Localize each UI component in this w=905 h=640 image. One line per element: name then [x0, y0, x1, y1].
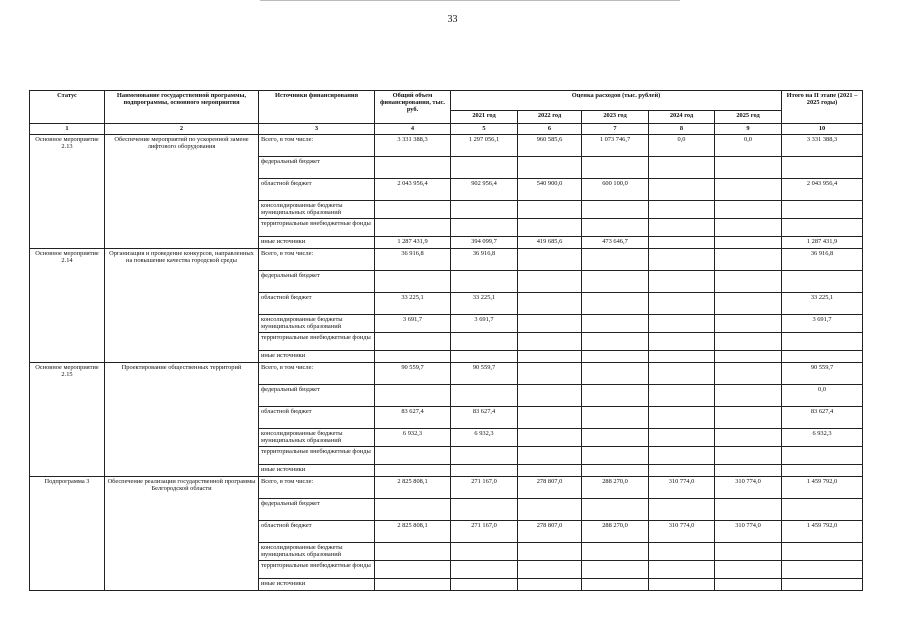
- value-cell: [649, 543, 715, 561]
- column-number: 2: [105, 124, 259, 135]
- status-cell: Подпрограмма 3: [30, 477, 105, 591]
- value-cell: [715, 407, 782, 429]
- value-cell: 3 691,7: [782, 315, 863, 333]
- value-cell: [375, 543, 451, 561]
- value-cell: 33 225,1: [782, 293, 863, 315]
- value-cell: 3 331 388,3: [375, 135, 451, 157]
- column-number-row: [30, 124, 863, 135]
- value-cell: [582, 543, 649, 561]
- value-cell: [649, 315, 715, 333]
- value-cell: [649, 429, 715, 447]
- value-cell: [582, 385, 649, 407]
- value-cell: 310 774,0: [649, 477, 715, 499]
- value-cell: [582, 271, 649, 293]
- value-cell: [518, 465, 582, 477]
- header-total: Общий объем финансирования, тыс. руб.: [375, 91, 451, 124]
- value-cell: [715, 333, 782, 351]
- value-cell: [375, 219, 451, 237]
- value-cell: 600 100,0: [582, 179, 649, 201]
- source-cell: Всего, в том числе:: [259, 363, 375, 385]
- value-cell: [518, 499, 582, 521]
- value-cell: [375, 465, 451, 477]
- value-cell: [582, 407, 649, 429]
- value-cell: [649, 157, 715, 179]
- source-cell: иные источники: [259, 579, 375, 591]
- value-cell: [518, 333, 582, 351]
- source-cell: областной бюджет: [259, 407, 375, 429]
- value-cell: 310 774,0: [715, 477, 782, 499]
- header-final: Итого на II этапе (2021 – 2025 годы): [782, 91, 863, 124]
- value-cell: 1 287 431,9: [375, 237, 451, 249]
- value-cell: [715, 249, 782, 271]
- value-cell: [518, 579, 582, 591]
- value-cell: [715, 293, 782, 315]
- source-cell: иные источники: [259, 465, 375, 477]
- header-year: 2023 год: [582, 111, 649, 124]
- value-cell: [649, 385, 715, 407]
- value-cell: [782, 351, 863, 363]
- value-cell: [582, 201, 649, 219]
- value-cell: [582, 561, 649, 579]
- value-cell: 540 900,0: [518, 179, 582, 201]
- value-cell: 90 559,7: [782, 363, 863, 385]
- name-cell: Организация и проведение конкурсов, направленных на повышение качества городской среды: [105, 249, 259, 363]
- value-cell: [451, 579, 518, 591]
- value-cell: [375, 351, 451, 363]
- value-cell: [649, 579, 715, 591]
- value-cell: [375, 499, 451, 521]
- source-cell: территориальные внебюджетные фонды: [259, 447, 375, 465]
- value-cell: [451, 351, 518, 363]
- value-cell: 83 627,4: [782, 407, 863, 429]
- value-cell: 3 691,7: [375, 315, 451, 333]
- value-cell: 33 225,1: [451, 293, 518, 315]
- value-cell: 419 685,6: [518, 237, 582, 249]
- value-cell: [375, 201, 451, 219]
- value-cell: [518, 385, 582, 407]
- value-cell: [649, 351, 715, 363]
- value-cell: [715, 447, 782, 465]
- status-cell: Основное мероприятие 2.14: [30, 249, 105, 363]
- status-cell: Основное мероприятие 2.15: [30, 363, 105, 477]
- name-cell: Обеспечение мероприятий по ускоренной замене лифтового оборудования: [105, 135, 259, 249]
- value-cell: [715, 201, 782, 219]
- value-cell: 310 774,0: [715, 521, 782, 543]
- value-cell: [649, 333, 715, 351]
- value-cell: [582, 579, 649, 591]
- source-cell: областной бюджет: [259, 293, 375, 315]
- source-cell: федеральный бюджет: [259, 499, 375, 521]
- value-cell: [649, 363, 715, 385]
- value-cell: [582, 219, 649, 237]
- value-cell: [582, 447, 649, 465]
- status-cell: Основное мероприятие 2.13: [30, 135, 105, 249]
- value-cell: 6 932,3: [451, 429, 518, 447]
- header-year: 2025 год: [715, 111, 782, 124]
- value-cell: [375, 271, 451, 293]
- value-cell: 3 331 388,3: [782, 135, 863, 157]
- value-cell: [715, 179, 782, 201]
- value-cell: [518, 315, 582, 333]
- value-cell: [375, 157, 451, 179]
- table-body: [30, 135, 863, 591]
- column-number: 10: [782, 124, 863, 135]
- value-cell: [649, 249, 715, 271]
- value-cell: [582, 465, 649, 477]
- value-cell: [649, 293, 715, 315]
- value-cell: [451, 385, 518, 407]
- value-cell: [649, 465, 715, 477]
- value-cell: [715, 237, 782, 249]
- header-name: Наименование государственной программы, подпрограммы, основного мероприятия: [105, 91, 259, 124]
- value-cell: 960 585,6: [518, 135, 582, 157]
- value-cell: 310 774,0: [649, 521, 715, 543]
- value-cell: [782, 465, 863, 477]
- value-cell: [715, 363, 782, 385]
- value-cell: 2 825 808,1: [375, 521, 451, 543]
- value-cell: 36 916,8: [451, 249, 518, 271]
- value-cell: 1 459 792,0: [782, 477, 863, 499]
- value-cell: [782, 271, 863, 293]
- value-cell: [518, 271, 582, 293]
- source-cell: Всего, в том числе:: [259, 135, 375, 157]
- value-cell: [451, 447, 518, 465]
- value-cell: 278 807,0: [518, 521, 582, 543]
- value-cell: [582, 363, 649, 385]
- value-cell: [782, 543, 863, 561]
- value-cell: 3 691,7: [451, 315, 518, 333]
- value-cell: [649, 499, 715, 521]
- source-cell: федеральный бюджет: [259, 385, 375, 407]
- value-cell: [649, 201, 715, 219]
- value-cell: [451, 465, 518, 477]
- value-cell: 1 287 431,9: [782, 237, 863, 249]
- value-cell: 0,0: [649, 135, 715, 157]
- value-cell: [518, 363, 582, 385]
- top-rule: [260, 0, 680, 1]
- value-cell: [649, 237, 715, 249]
- value-cell: [375, 561, 451, 579]
- value-cell: [715, 351, 782, 363]
- value-cell: [649, 407, 715, 429]
- column-number: 6: [518, 124, 582, 135]
- value-cell: [582, 429, 649, 447]
- value-cell: 288 270,0: [582, 521, 649, 543]
- value-cell: 36 916,8: [375, 249, 451, 271]
- header-year: 2022 год: [518, 111, 582, 124]
- value-cell: 33 225,1: [375, 293, 451, 315]
- value-cell: [451, 333, 518, 351]
- value-cell: 473 646,7: [582, 237, 649, 249]
- value-cell: [715, 271, 782, 293]
- value-cell: [582, 157, 649, 179]
- value-cell: [782, 561, 863, 579]
- value-cell: [782, 499, 863, 521]
- value-cell: [518, 351, 582, 363]
- value-cell: [782, 447, 863, 465]
- column-number: 7: [582, 124, 649, 135]
- header-estimate: Оценка расходов (тыс. рублей): [451, 91, 782, 111]
- budget-table: [29, 90, 863, 591]
- value-cell: [375, 385, 451, 407]
- value-cell: [375, 579, 451, 591]
- value-cell: 6 932,3: [375, 429, 451, 447]
- value-cell: [451, 543, 518, 561]
- name-cell: Обеспечение реализации государственной программы Белгородской области: [105, 477, 259, 591]
- source-cell: областной бюджет: [259, 521, 375, 543]
- value-cell: [518, 543, 582, 561]
- value-cell: 1 459 792,0: [782, 521, 863, 543]
- value-cell: [518, 293, 582, 315]
- value-cell: [518, 561, 582, 579]
- source-cell: консолидированные бюджеты муниципальных образований: [259, 429, 375, 447]
- value-cell: [451, 561, 518, 579]
- value-cell: [782, 579, 863, 591]
- value-cell: 83 627,4: [451, 407, 518, 429]
- value-cell: [782, 157, 863, 179]
- value-cell: [582, 293, 649, 315]
- value-cell: 2 043 956,4: [782, 179, 863, 201]
- page-number: 33: [447, 14, 458, 25]
- value-cell: 90 559,7: [451, 363, 518, 385]
- value-cell: [518, 219, 582, 237]
- header-year: 2024 год: [649, 111, 715, 124]
- value-cell: 36 916,8: [782, 249, 863, 271]
- value-cell: [582, 499, 649, 521]
- source-cell: областной бюджет: [259, 179, 375, 201]
- value-cell: 271 167,0: [451, 477, 518, 499]
- value-cell: [518, 407, 582, 429]
- value-cell: 278 807,0: [518, 477, 582, 499]
- value-cell: 6 932,3: [782, 429, 863, 447]
- value-cell: [715, 385, 782, 407]
- source-cell: Всего, в том числе:: [259, 249, 375, 271]
- column-number: 4: [375, 124, 451, 135]
- column-number: 9: [715, 124, 782, 135]
- value-cell: [518, 157, 582, 179]
- value-cell: [582, 351, 649, 363]
- column-number: 5: [451, 124, 518, 135]
- value-cell: [451, 271, 518, 293]
- source-cell: территориальные внебюджетные фонды: [259, 219, 375, 237]
- value-cell: [782, 201, 863, 219]
- column-number: 8: [649, 124, 715, 135]
- table-row: [30, 363, 863, 385]
- value-cell: 2 043 956,4: [375, 179, 451, 201]
- value-cell: [649, 271, 715, 293]
- source-cell: федеральный бюджет: [259, 157, 375, 179]
- value-cell: [582, 333, 649, 351]
- source-cell: консолидированные бюджеты муниципальных образований: [259, 201, 375, 219]
- value-cell: [715, 429, 782, 447]
- table-row: [30, 249, 863, 271]
- value-cell: [715, 219, 782, 237]
- value-cell: [451, 201, 518, 219]
- column-number: 1: [30, 124, 105, 135]
- value-cell: [782, 333, 863, 351]
- value-cell: 902 956,4: [451, 179, 518, 201]
- value-cell: [715, 465, 782, 477]
- value-cell: [715, 157, 782, 179]
- value-cell: [451, 157, 518, 179]
- source-cell: иные источники: [259, 351, 375, 363]
- source-cell: иные источники: [259, 237, 375, 249]
- name-cell: Проектирование общественных территорий: [105, 363, 259, 477]
- value-cell: [649, 219, 715, 237]
- value-cell: [649, 447, 715, 465]
- value-cell: 394 099,7: [451, 237, 518, 249]
- value-cell: 2 825 808,1: [375, 477, 451, 499]
- value-cell: [582, 315, 649, 333]
- value-cell: 1 297 056,1: [451, 135, 518, 157]
- value-cell: [715, 561, 782, 579]
- header-sources: Источники финансирования: [259, 91, 375, 124]
- value-cell: [518, 201, 582, 219]
- value-cell: [518, 249, 582, 271]
- value-cell: [518, 429, 582, 447]
- header-row: [30, 91, 863, 111]
- value-cell: [375, 447, 451, 465]
- value-cell: 0,0: [782, 385, 863, 407]
- table-row: [30, 135, 863, 157]
- source-cell: территориальные внебюджетные фонды: [259, 333, 375, 351]
- value-cell: [518, 447, 582, 465]
- value-cell: 271 167,0: [451, 521, 518, 543]
- value-cell: [715, 543, 782, 561]
- header-status: Статус: [30, 91, 105, 124]
- value-cell: [582, 249, 649, 271]
- column-number: 3: [259, 124, 375, 135]
- value-cell: 288 270,0: [582, 477, 649, 499]
- source-cell: Всего, в том числе:: [259, 477, 375, 499]
- source-cell: консолидированные бюджеты муниципальных образований: [259, 315, 375, 333]
- value-cell: 83 627,4: [375, 407, 451, 429]
- value-cell: 1 073 746,7: [582, 135, 649, 157]
- value-cell: [451, 219, 518, 237]
- value-cell: [375, 333, 451, 351]
- value-cell: [649, 179, 715, 201]
- value-cell: [715, 499, 782, 521]
- header-year: 2021 год: [451, 111, 518, 124]
- value-cell: [782, 219, 863, 237]
- value-cell: [649, 561, 715, 579]
- value-cell: [715, 579, 782, 591]
- value-cell: 90 559,7: [375, 363, 451, 385]
- source-cell: федеральный бюджет: [259, 271, 375, 293]
- source-cell: территориальные внебюджетные фонды: [259, 561, 375, 579]
- value-cell: 0,0: [715, 135, 782, 157]
- source-cell: консолидированные бюджеты муниципальных образований: [259, 543, 375, 561]
- value-cell: [451, 499, 518, 521]
- table-row: [30, 477, 863, 499]
- value-cell: [715, 315, 782, 333]
